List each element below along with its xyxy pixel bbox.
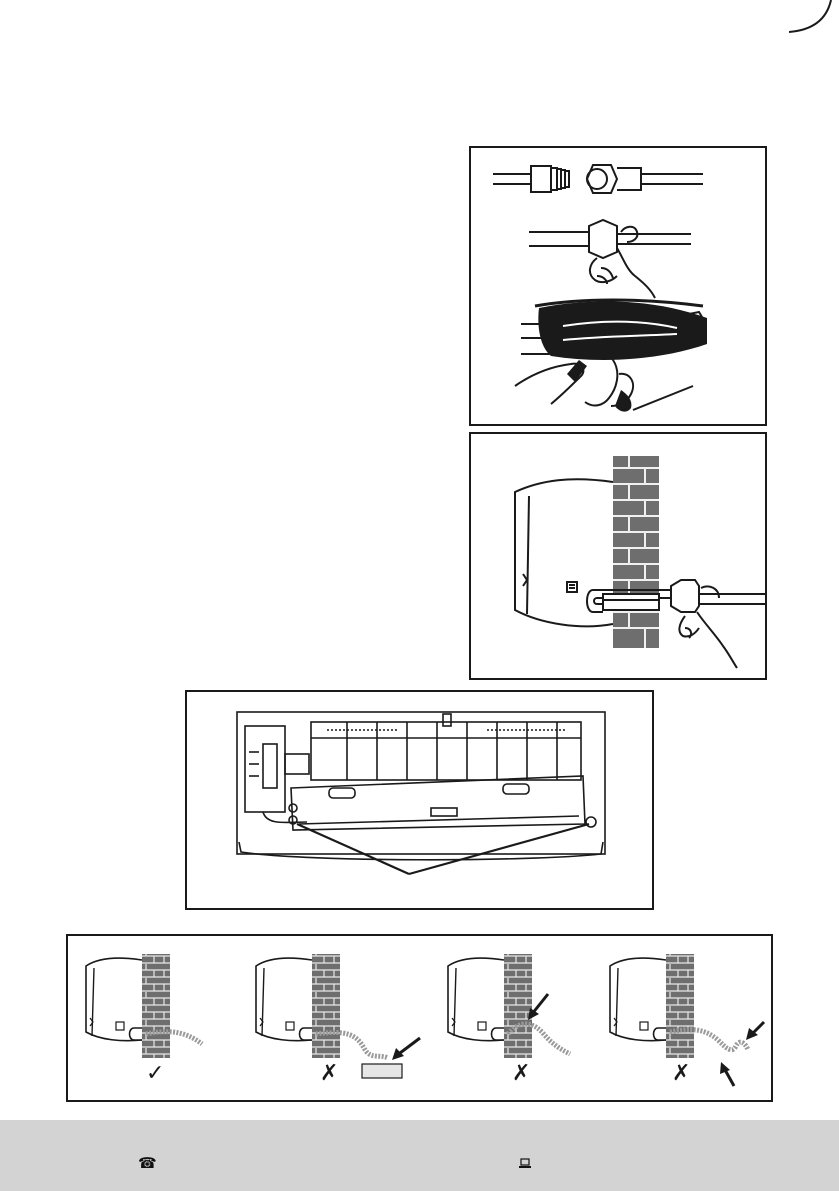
drain-example-raised — [448, 954, 570, 1058]
page-footer — [0, 1120, 839, 1191]
mark-correct: ✓ — [146, 1060, 165, 1085]
figure-pipe-through-wall — [469, 432, 767, 680]
mark-incorrect: ✗ — [672, 1060, 691, 1085]
corner-crop-mark — [789, 0, 839, 40]
figure-drain-hose-routing — [66, 934, 773, 1102]
mark-incorrect: ✗ — [320, 1060, 339, 1085]
indoor-unit-illustration — [187, 692, 656, 912]
mark-incorrect: ✗ — [512, 1060, 531, 1085]
drain-hose-illustration — [68, 936, 775, 1104]
pipe-flare-illustration — [471, 148, 769, 428]
phone-icon: ☎ — [138, 1155, 157, 1172]
figure-pipe-flare-connection — [469, 146, 767, 426]
drain-example-correct — [86, 954, 202, 1058]
figure-indoor-unit-interior — [185, 690, 654, 910]
pipe-wall-illustration — [471, 434, 769, 682]
laptop-icon — [518, 1158, 532, 1170]
